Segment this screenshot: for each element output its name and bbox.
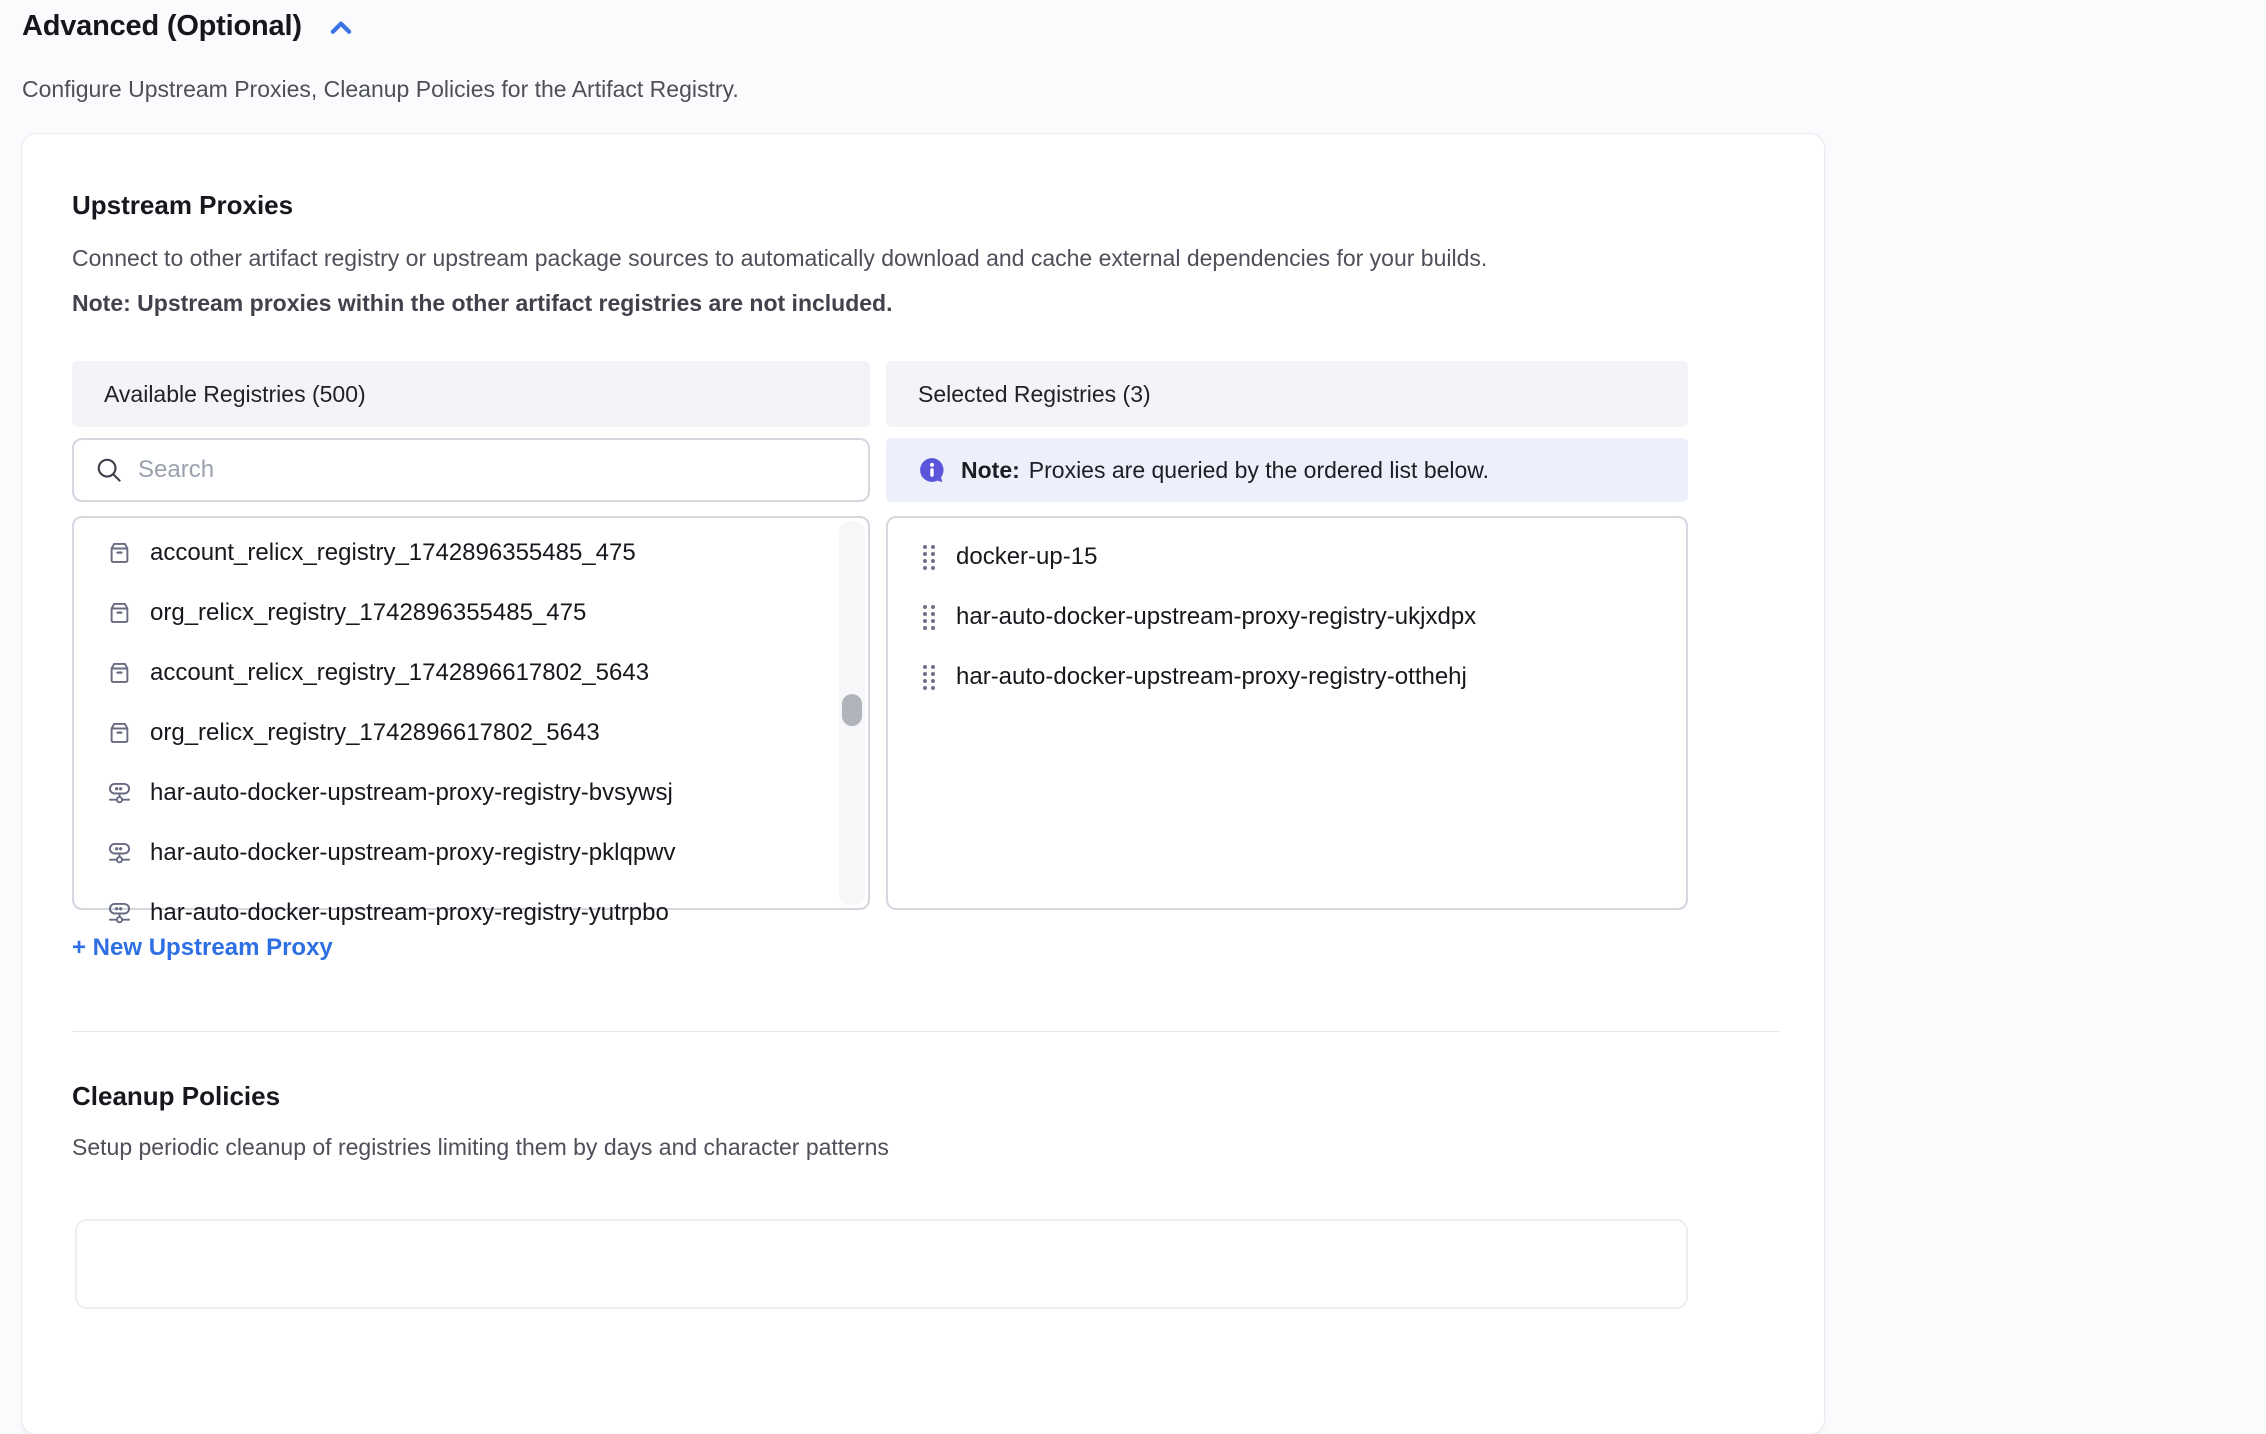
registry-name: har-auto-docker-upstream-proxy-registry-yutrpbo <box>150 899 669 926</box>
registry-name: har-auto-docker-upstream-proxy-registry-bvsywsj <box>150 779 673 806</box>
upstream-description: Connect to other artifact registry or upstream package sources to automatically download and cache external dependencies for your builds. <box>72 245 1488 271</box>
advanced-section-toggle[interactable] <box>22 10 356 43</box>
cleanup-policies-box <box>75 1219 1688 1309</box>
selected-panel <box>886 361 1688 910</box>
available-registries-header: Available Registries (500) <box>72 361 870 427</box>
registry-icon <box>106 720 133 747</box>
registry-name: har-auto-docker-upstream-proxy-registry-otthehj <box>956 663 1467 690</box>
upstream-proxy-icon <box>106 780 133 807</box>
search-box[interactable] <box>72 438 870 502</box>
registry-name: har-auto-docker-upstream-proxy-registry-ukjxdpx <box>956 603 1477 630</box>
selected-note-bar <box>886 438 1688 502</box>
registry-name: docker-up-15 <box>956 543 1098 570</box>
available-list <box>72 516 870 926</box>
upstream-note: Note: Upstream proxies within the other artifact registries are not included. <box>72 290 893 316</box>
drag-handle-icon[interactable] <box>923 665 935 690</box>
selected-list <box>886 516 1688 910</box>
upstream-proxy-icon <box>106 900 133 927</box>
advanced-card <box>22 134 1824 1434</box>
registry-icon <box>106 540 133 567</box>
scrollbar-thumb[interactable] <box>842 694 862 726</box>
selected-list-item[interactable] <box>888 527 1686 587</box>
drag-handle-icon[interactable] <box>923 545 935 570</box>
list-item[interactable] <box>74 823 868 883</box>
available-panel <box>72 361 870 926</box>
new-upstream-proxy-button[interactable]: + New Upstream Proxy <box>72 934 333 961</box>
search-input[interactable] <box>138 440 868 500</box>
selected-list-item[interactable] <box>888 587 1686 647</box>
list-item[interactable] <box>74 583 868 643</box>
list-item[interactable] <box>74 763 868 823</box>
upstream-proxies-heading: Upstream Proxies <box>72 190 294 220</box>
search-icon <box>94 455 124 485</box>
page-title: Advanced (Optional) <box>22 10 302 42</box>
list-item[interactable] <box>74 643 868 703</box>
selected-list-item[interactable] <box>888 647 1686 707</box>
registry-name: org_relicx_registry_1742896617802_5643 <box>150 719 600 746</box>
registry-name: account_relicx_registry_1742896355485_475 <box>150 539 636 566</box>
registry-name: org_relicx_registry_1742896355485_475 <box>150 599 587 626</box>
selected-note-text: Proxies are queried by the ordered list below. <box>1028 456 1490 483</box>
registry-name: account_relicx_registry_1742896617802_5643 <box>150 659 650 686</box>
upstream-proxy-icon <box>106 840 133 867</box>
registry-name: har-auto-docker-upstream-proxy-registry-pklqpwv <box>150 839 676 866</box>
section-divider <box>72 1031 1779 1032</box>
cleanup-policies-heading: Cleanup Policies <box>72 1081 281 1111</box>
list-item[interactable] <box>74 523 868 583</box>
selected-registries-header: Selected Registries (3) <box>886 361 1688 427</box>
list-item[interactable] <box>74 703 868 763</box>
drag-handle-icon[interactable] <box>923 605 935 630</box>
page-subtitle: Configure Upstream Proxies, Cleanup Policies for the Artifact Registry. <box>22 76 739 102</box>
selected-note-label: Note: <box>961 456 1020 483</box>
scrollbar-track[interactable] <box>839 521 865 905</box>
registry-icon <box>106 600 133 627</box>
info-icon <box>918 456 946 484</box>
registry-icon <box>106 660 133 687</box>
chevron-up-icon[interactable] <box>326 13 356 43</box>
cleanup-description: Setup periodic cleanup of registries limiting them by days and character patterns <box>72 1134 889 1160</box>
